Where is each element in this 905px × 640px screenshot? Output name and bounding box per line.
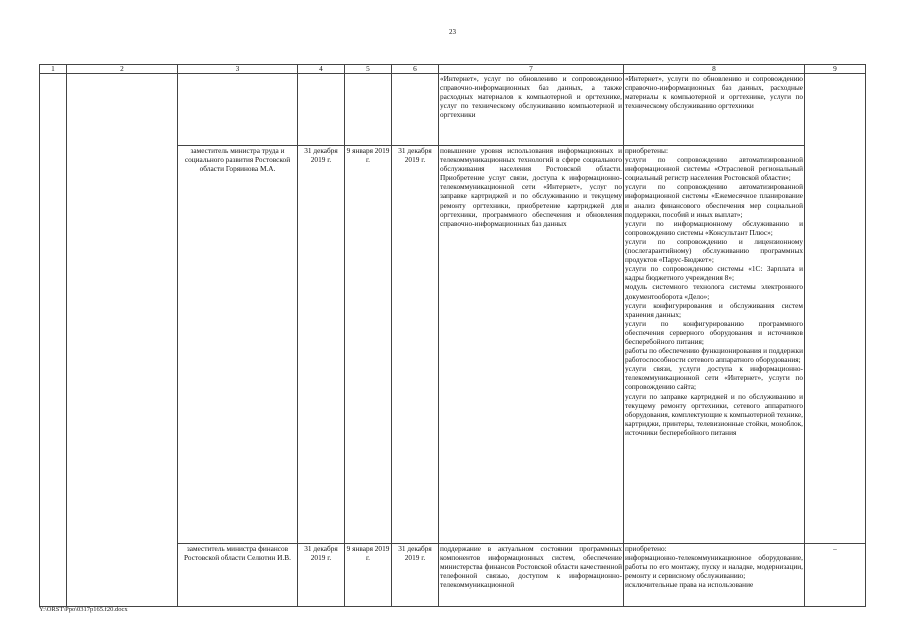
expected-result-cell: поддержание в актуальном состоянии программных компонентов информационных систем, обеспечение министерства финансов Ростовской области качественной телефонной связью, доступом к информационно-телекоммуникационной <box>439 544 624 607</box>
table-row <box>40 74 866 146</box>
actual-end-cell: 31 декабря 2019 г. <box>392 544 439 607</box>
column-number-row <box>40 65 866 74</box>
actual-result-cell: приобретено: информационно-телекоммуникационное оборудование, работы по его монтажу, пуску и наладке, модернизации, ремонту и сервисному обслуживанию; исключительные права на использование <box>624 544 805 607</box>
column-number: 7 <box>439 65 624 74</box>
responsible-cell: заместитель министра труда и социального развития Ростовской области Горяинова М.А. <box>178 146 298 544</box>
responsible-cell <box>178 74 298 146</box>
actual-start-cell <box>345 74 392 146</box>
actual-result-cell: «Интернет», услуги по обновлению и сопровождению справочно-информационных баз данных, расходные материалы к компьютерной и оргтехнике, услуги по техническому обслуживанию оргтехники <box>624 74 805 146</box>
column-number: 5 <box>345 65 392 74</box>
responsible-cell: заместитель министра финансов Ростовской области Селютин И.В. <box>178 544 298 607</box>
notes-cell <box>805 74 866 544</box>
notes-cell: – <box>805 544 866 607</box>
planned-end-cell: 31 декабря 2019 г. <box>298 544 345 607</box>
actual-start-cell: 9 января 2019 г. <box>345 146 392 544</box>
planned-end-cell <box>298 74 345 146</box>
expected-result-cell: «Интернет», услуг по обновлению и сопровождению справочно-информационных баз данных, а также расходных материалов к компьютерной и оргтехнике, услуг по техническому обслуживанию компьютерной и оргтехники <box>439 74 624 146</box>
column-number: 6 <box>392 65 439 74</box>
actual-result-cell: приобретены: услуги по сопровождению автоматизированной информационной системы «Отраслевой региональный социальный регистр населения Ростовской области»; услуги по сопровождению автоматизированной информационной системы «Ежемесячное планирование и анализ финансового обеспечения мер социальной поддержки, пособий и иных выплат»; услуги по информационному обслуживанию и сопровождению системы «Консультант Плюс»; услуги по сопровождению и лицензионному (послегарантийному) обслуживанию программных продуктов «Парус-Бюджет»; услуги по сопровождению системы «1С: Зарплата и кадры бюджетного учреждения 8»; модуль системного технолога системы электронного документооборота «Дело»; услуги конфигурирования и обслуживания систем хранения данных; услуги по конфигурированию программного обеспечения серверного оборудования и источников бесперебойного питания; работы по обеспечению функционирования и поддержки работоспособности сетевого аппаратного оборудования; услуги связи, услуги доступа к информационно-телекоммуникационной сети «Интернет», услуги по сопровождению сайта; услуги по заправке картриджей и по обслуживанию и текущему ремонту оргтехники, сетевого аппаратного оборудования, комплектующие к компьютерной технике, картриджи, принтеры, телевизионные стойки, моноблок, источники бесперебойного питания <box>624 146 805 544</box>
column-number: 8 <box>624 65 805 74</box>
file-path-footer: Y:\ORST\Ppo\0317p165.f20.docx <box>39 606 128 613</box>
actual-start-cell: 9 января 2019 г. <box>345 544 392 607</box>
column-number: 2 <box>67 65 178 74</box>
expected-result-cell: повышение уровня использования информационных и телекоммуникационных технологий в сфере социального обслуживания населения Ростовской области. Приобретение услуг связи, доступа к информационно-телекоммуникационной сети «Интернет», услуг по заправке картриджей и по обслуживанию и текущему ремонту оргтехники, приобретение картриджей для оргтехники, программного обеспечения и обновления справочно-информационных баз данных <box>439 146 624 544</box>
planned-end-cell: 31 декабря 2019 г. <box>298 146 345 544</box>
page-number: 23 <box>449 28 456 36</box>
actual-end-cell <box>392 74 439 146</box>
report-table <box>39 64 866 607</box>
column-number: 1 <box>40 65 67 74</box>
column-number: 4 <box>298 65 345 74</box>
cell-col1 <box>40 74 67 607</box>
column-number: 9 <box>805 65 866 74</box>
actual-end-cell: 31 декабря 2019 г. <box>392 146 439 544</box>
column-number: 3 <box>178 65 298 74</box>
cell-col2 <box>67 74 178 607</box>
